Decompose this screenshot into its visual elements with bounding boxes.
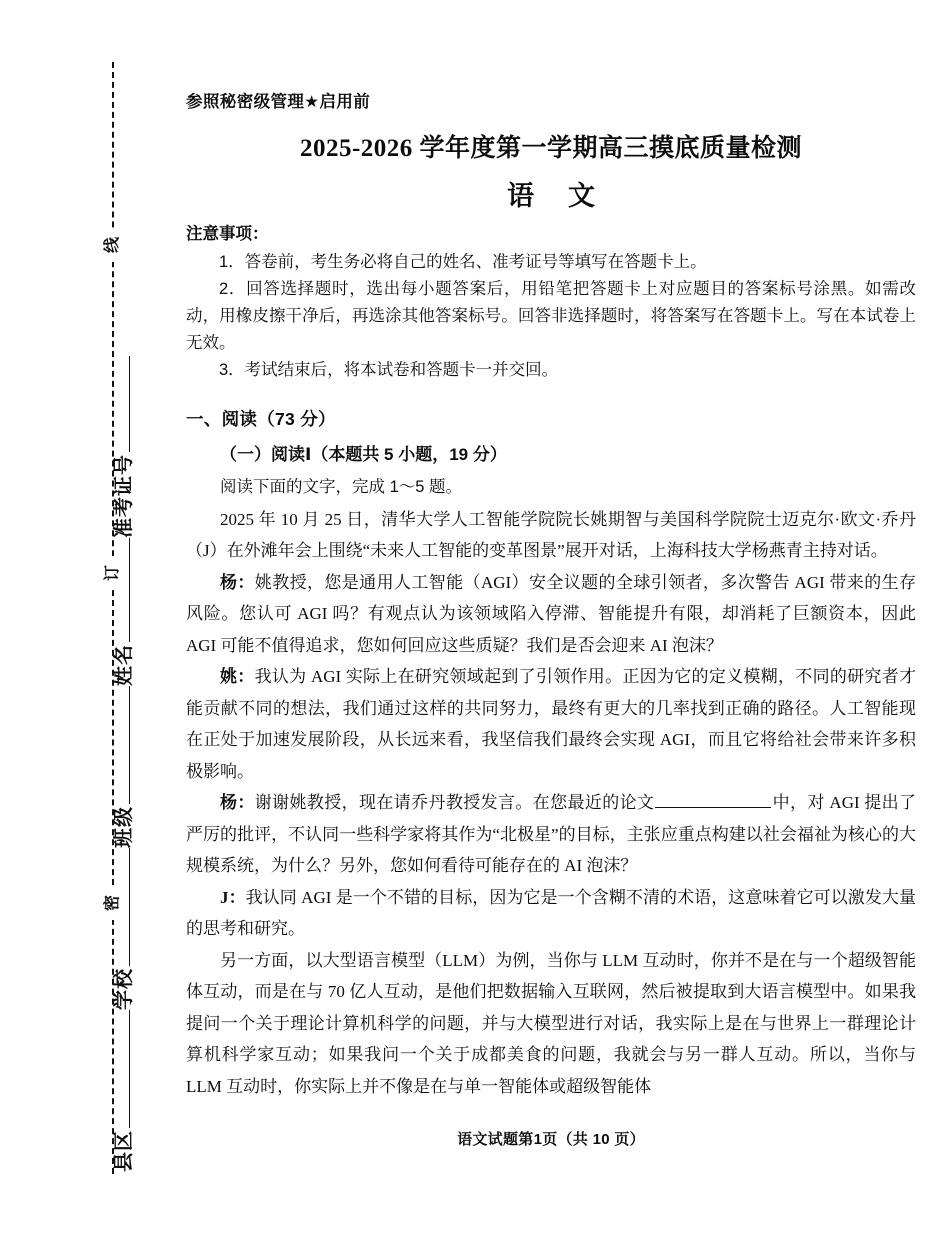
field-zhunkaozhenghao-label: 准考证号 — [113, 454, 135, 538]
passage-body — [186, 472, 916, 1102]
passage-intro: 2025 年 10 月 25 日，清华大学人工智能学院院长姚期智与美国科学院院士迈克尔·欧文·乔丹（J）在外滩年会上围绕“未来人工智能的变革图景”展开对话，上海科技大学杨燕青主持对话。 — [186, 509, 916, 560]
field-zhunkaozhenghao — [107, 356, 136, 538]
dialogue-text-4: 我认同 AGI 是一个不错的目标，因为它是一个含糊不清的术语，这意味着它可以激发大量的思考和研究。 — [186, 887, 916, 938]
field-xianqu-rule[interactable] — [114, 1010, 130, 1128]
seal-word-mi: 密 — [100, 886, 126, 920]
dialogue-text-5: 另一方面，以大型语言模型（LLM）为例，当你与 LLM 互动时，你并不是在与一个超级智能体互动，而是在与 70 亿人互动，是他们把数据输入互联网，然后被提取到大语言模型中。如果我提问一个关于理论计算机科学的问题，并与大模型进行对话，我实际上是在与世界上一群理论计算机科学家互动；如果我问一个关于成都美食的问题，我就会与另一群人互动。所以，当你与 LLM 互动时，你实际上并不像是在与单一智能体或超级智能体 — [186, 950, 916, 1096]
field-xuexiao-label: 学校 — [113, 968, 135, 1010]
dialogue-text-3-before-blank: 谢谢姚教授，现在请乔丹教授发言。在您最近的论文 — [254, 793, 655, 812]
section-heading-one: 一、阅读（73 分） — [186, 409, 336, 429]
candidate-info-fields — [92, 172, 136, 1172]
dialogue-turn-5 — [186, 945, 916, 1103]
seal-word-ding: 订 — [100, 556, 126, 590]
speaker-label-2: 姚： — [220, 667, 255, 686]
fill-in-blank-rule[interactable] — [655, 793, 771, 808]
seal-word-xian: 线 — [100, 228, 126, 262]
subject-title: 语文 — [507, 181, 629, 211]
speaker-label-3: 杨： — [220, 793, 255, 812]
secret-level-notice: 参照秘密级管理★启用前 — [186, 93, 371, 111]
dialogue-turn-2 — [186, 661, 916, 787]
notice-item-3: 3．考试结束后，将本试卷和答题卡一并交回。 — [219, 361, 559, 379]
field-xuexiao-rule[interactable] — [114, 848, 130, 966]
field-xuexiao — [107, 848, 136, 1010]
field-xianqu-label: 县区 — [113, 1130, 135, 1172]
field-xingming-rule[interactable] — [114, 538, 130, 642]
notice-block — [186, 222, 916, 384]
dialogue-text-2: 我认为 AGI 实际上在研究领域起到了引领作用。正因为它的定义模糊，不同的研究者才能贡献不同的想法，我们通过这样的共同努力，最终有更大的几率找到正确的路径。人工智能现在正处于加速发展阶段，从长远来看，我坚信我们最终会实现 AGI，而且它将给社会带来许多积极影响。 — [186, 667, 917, 781]
field-banji-rule[interactable] — [114, 686, 130, 804]
field-banji-label: 班级 — [113, 806, 135, 848]
speaker-label-1: 杨： — [220, 572, 255, 592]
field-xianqu — [107, 1010, 136, 1172]
notice-item-1: 1．答卷前，考生务必将自己的姓名、准考证号等填写在答题卡上。 — [219, 253, 707, 271]
dialogue-turn-4 — [186, 882, 916, 945]
speaker-label-4: J： — [220, 887, 246, 907]
subsection-heading-one: （一）阅读Ⅰ（本题共 5 小题，19 分） — [220, 445, 507, 464]
dialogue-text-1: 姚教授，您是通用人工智能（AGI）安全议题的全球引领者，多次警告 AGI 带来的生存风险。您认可 AGI 吗？有观点认为该领域陷入停滞、智能提升有限，却消耗了巨额资本，因此 AGI 可能不值得追求，您如何回应这些质疑？我们是否会迎来 AI 泡沫？ — [186, 572, 916, 655]
page-title: 2025-2026 学年度第一学期高三摸底质量检测 — [299, 135, 803, 162]
dialogue-turn-1 — [186, 567, 916, 662]
field-xingming-label: 姓名 — [113, 644, 135, 686]
field-xingming — [107, 538, 136, 686]
sealing-margin — [0, 0, 180, 1233]
dialogue-text-3-after-blank: 中，对 AGI 提出了严厉的批评，不认同一些科学家将其作为“北极星”的目标，主张应重点构建以社会福祉为核心的大规模系统，为什么？另外，您如何看待可能存在的 AI 泡沫？ — [186, 793, 917, 875]
dialogue-turn-3 — [186, 787, 916, 882]
reading-instruction: 阅读下面的文字，完成 1～5 题。 — [220, 478, 463, 496]
notice-heading: 注意事项： — [186, 225, 269, 243]
notice-item-2: 2．回答选择题时，选出每小题答案后，用铅笔把答题卡上对应题目的答案标号涂黑。如需改动，用橡皮擦干净后，再选涂其他答案标号。回答非选择题时，将答案写在答题卡上。写在本试卷上无效。 — [186, 280, 916, 352]
field-zhunkaozhenghao-rule[interactable] — [114, 356, 130, 452]
paper-content — [186, 0, 916, 1233]
page-footer: 语文试题第1页（共 10 页） — [457, 1131, 645, 1148]
field-banji — [107, 686, 136, 848]
